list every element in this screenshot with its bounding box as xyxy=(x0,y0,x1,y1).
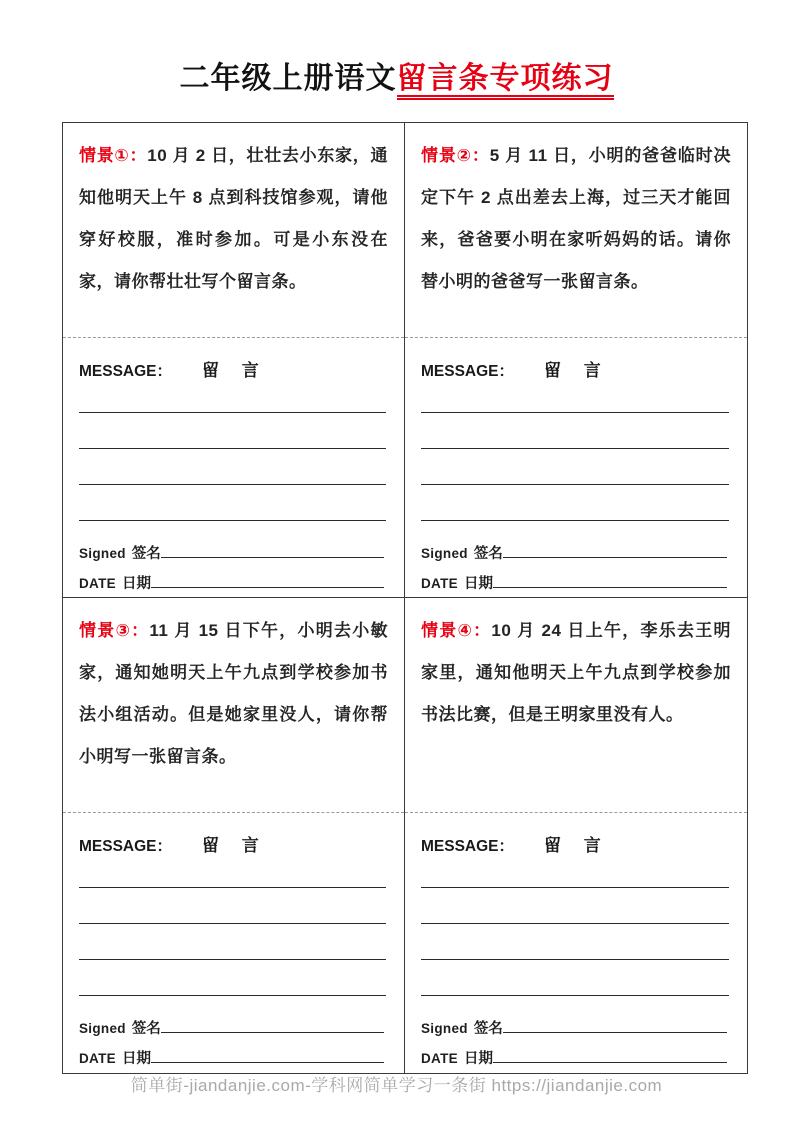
signed-label-en: Signed xyxy=(421,546,468,561)
message-label-en: MESSAGE： xyxy=(79,363,173,380)
scenario-card-3 xyxy=(63,598,405,1073)
signed-label-zh: 签名 xyxy=(131,1021,161,1037)
signed-label-zh: 签名 xyxy=(473,546,503,562)
scenario-2-tag: 情景②： xyxy=(421,146,490,165)
signed-label-en: Signed xyxy=(79,546,126,561)
message-label-en: MESSAGE： xyxy=(79,838,173,855)
message-label-zh: 留 言 xyxy=(202,836,268,855)
scenario-3-text: 11 月 15 日下午，小明去小敏家，通知她明天上午九点到学校参加书法小组活动。但是她家里没人，请你帮小明写一张留言条。 xyxy=(79,621,388,766)
signed-line xyxy=(503,544,727,558)
date-label-zh: 日期 xyxy=(463,1051,493,1067)
date-label-en: DATE xyxy=(79,576,116,591)
date-row xyxy=(421,572,731,593)
scenario-1-tag: 情景①： xyxy=(79,146,148,165)
message-label-en: MESSAGE： xyxy=(421,363,515,380)
message-label-zh: 留 言 xyxy=(202,361,268,380)
dashed-divider xyxy=(63,337,404,338)
message-label-zh: 留 言 xyxy=(544,836,610,855)
footer-watermark: 简单街-jiandanjie.com-学科网简单学习一条街 https://jiandanjie.com xyxy=(130,1076,663,1095)
page-title-prefix: 二年级上册语文 xyxy=(179,62,397,95)
scenario-1-text: 10 月 2 日，壮壮去小东家，通知他明天上午 8 点到科技馆参观，请他穿好校服，准时参加。可是小东没在家，请你帮壮壮写个留言条。 xyxy=(79,146,388,291)
message-label xyxy=(421,356,731,380)
message-label xyxy=(79,831,388,855)
message-writing-line xyxy=(421,485,729,521)
date-label-en: DATE xyxy=(421,1051,458,1066)
signed-row xyxy=(79,542,388,563)
message-label-en: MESSAGE： xyxy=(421,838,515,855)
date-row xyxy=(79,572,388,593)
scenario-card-2 xyxy=(405,123,747,598)
date-line xyxy=(493,574,727,588)
message-writing-line xyxy=(79,924,386,960)
signed-line xyxy=(161,1019,384,1033)
date-row xyxy=(421,1047,731,1068)
message-writing-line xyxy=(421,855,729,888)
date-row xyxy=(79,1047,388,1068)
message-label-zh: 留 言 xyxy=(544,361,610,380)
message-writing-line xyxy=(79,855,386,888)
scenario-3-tag: 情景③： xyxy=(79,621,150,640)
scenario-card-1 xyxy=(63,123,405,598)
date-label-zh: 日期 xyxy=(121,576,151,592)
message-writing-line xyxy=(421,924,729,960)
message-writing-line xyxy=(79,413,386,449)
signed-row xyxy=(79,1017,388,1038)
date-label-en: DATE xyxy=(79,1051,116,1066)
message-writing-line xyxy=(79,449,386,485)
page-title xyxy=(0,60,793,98)
dashed-divider xyxy=(405,812,747,813)
scenario-4-text: 10 月 24 日上午，李乐去王明家里，通知他明天上午九点到学校参加书法比赛，但是王明家里没有人。 xyxy=(421,621,731,724)
scenario-2-paragraph xyxy=(421,135,731,337)
message-label xyxy=(79,356,388,380)
message-writing-line xyxy=(79,888,386,924)
signed-line xyxy=(503,1019,727,1033)
dashed-divider xyxy=(63,812,404,813)
date-label-zh: 日期 xyxy=(121,1051,151,1067)
message-writing-line xyxy=(421,413,729,449)
date-line xyxy=(151,1049,384,1063)
message-label xyxy=(421,831,731,855)
message-writing-line xyxy=(79,380,386,413)
date-line xyxy=(151,574,384,588)
signed-row xyxy=(421,1017,731,1038)
signed-label-zh: 签名 xyxy=(473,1021,503,1037)
signed-label-en: Signed xyxy=(79,1021,126,1036)
signed-row xyxy=(421,542,731,563)
worksheet-table xyxy=(62,122,748,1074)
message-writing-line xyxy=(421,380,729,413)
message-writing-line xyxy=(421,888,729,924)
message-writing-line xyxy=(79,485,386,521)
scenario-card-4 xyxy=(405,598,747,1073)
signed-label-en: Signed xyxy=(421,1021,468,1036)
page-title-highlight: 留言条专项练习 xyxy=(397,62,614,100)
signed-line xyxy=(161,544,384,558)
date-line xyxy=(493,1049,727,1063)
dashed-divider xyxy=(405,337,747,338)
message-writing-line xyxy=(79,960,386,996)
message-writing-line xyxy=(421,960,729,996)
date-label-en: DATE xyxy=(421,576,458,591)
scenario-2-text: 5 月 11 日，小明的爸爸临时决定下午 2 点出差去上海，过三天才能回来，爸爸要小明在家听妈妈的话。请你替小明的爸爸写一张留言条。 xyxy=(421,146,731,291)
scenario-1-paragraph xyxy=(79,135,388,337)
message-writing-line xyxy=(421,449,729,485)
scenario-3-paragraph xyxy=(79,610,388,812)
scenario-4-paragraph xyxy=(421,610,731,812)
scenario-4-tag: 情景④： xyxy=(421,621,492,640)
signed-label-zh: 签名 xyxy=(131,546,161,562)
date-label-zh: 日期 xyxy=(463,576,493,592)
